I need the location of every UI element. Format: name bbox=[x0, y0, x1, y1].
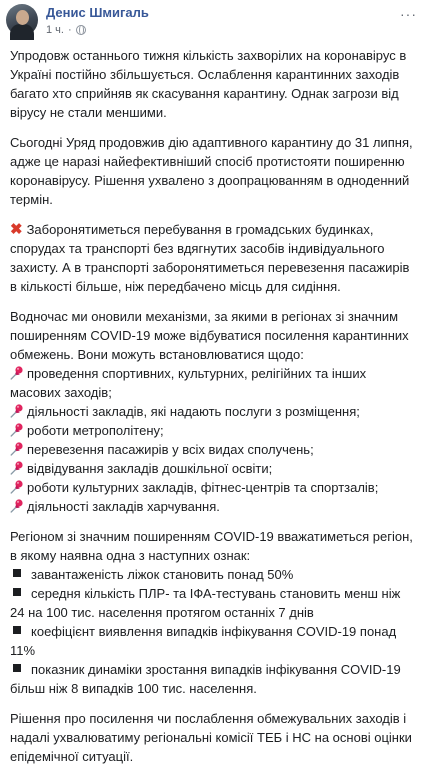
pushpin-icon bbox=[10, 403, 24, 418]
paragraph-5: Регіоном зі значним поширенням COVID-19 вважатиметься регіон, в якому наявна одна з наступних ознак: bbox=[10, 529, 413, 563]
pushpin-icon bbox=[10, 479, 24, 494]
criteria-item-text: показник динаміки зростання випадків інфікування COVID-19 більш ніж 8 випадків 100 тис. населення. bbox=[10, 662, 401, 696]
pushpin-icon bbox=[10, 460, 24, 475]
post-header-text bbox=[46, 4, 149, 37]
post-meta bbox=[46, 23, 149, 37]
black-square-icon bbox=[13, 569, 21, 577]
black-square-icon bbox=[13, 626, 21, 634]
black-square-icon bbox=[13, 588, 21, 596]
criteria-item bbox=[10, 660, 417, 698]
restriction-item bbox=[10, 421, 417, 440]
pushpin-icon bbox=[10, 422, 24, 437]
criteria-item bbox=[10, 622, 417, 660]
paragraph-5-block bbox=[10, 527, 417, 698]
paragraph-4-block bbox=[10, 307, 417, 516]
criteria-item bbox=[10, 584, 417, 622]
post-timestamp[interactable]: 1 ч. bbox=[46, 24, 64, 36]
paragraph-3 bbox=[10, 220, 417, 296]
restriction-item-text: проведення спортивних, культурних, релігійних та інших масових заходів; bbox=[10, 366, 367, 400]
paragraph-4: Водночас ми оновили механізми, за якими в регіонах зі значним поширенням COVID-19 може відбуватися посилення карантинних обмежень. Вони можуть встановлюватися щодо: bbox=[10, 309, 409, 362]
criteria-item-text: завантаженість ліжок становить понад 50% bbox=[31, 567, 294, 582]
criteria-item-text: середня кількість ПЛР- та ІФА-тестувань становить менш ніж 24 на 100 тис. населення протягом останніх 7 днів bbox=[10, 586, 401, 620]
restriction-item bbox=[10, 478, 417, 497]
restriction-item bbox=[10, 402, 417, 421]
restriction-item bbox=[10, 440, 417, 459]
restriction-item-text: роботи культурних закладів, фітнес-центрів та спортзалів; bbox=[27, 480, 379, 495]
meta-separator: · bbox=[67, 24, 72, 36]
paragraph-3-text: Заборонятиметься перебування в громадських будинках, спорудах та транспорті без вдягнутих засобів індивідуального захисту. А в транспорті заборонятиметься перевезення пасажирів в кількості більше, ніж передбачено місць для сидіння. bbox=[10, 222, 410, 294]
globe-icon[interactable] bbox=[76, 25, 86, 35]
post-header bbox=[0, 0, 427, 36]
restriction-item bbox=[10, 364, 417, 402]
post-body bbox=[0, 36, 427, 766]
paragraph-6: Рішення про посилення чи послаблення обмежувальних заходів і надалі ухвалюватиму регіональні комісії ТЕБ і НС на основі оцінки епідемічної ситуації. bbox=[10, 711, 412, 764]
author-avatar[interactable] bbox=[6, 4, 38, 36]
criteria-item bbox=[10, 565, 417, 584]
restriction-item-text: діяльності закладів харчування. bbox=[27, 499, 220, 514]
author-name-link[interactable]: Денис Шмигаль bbox=[46, 5, 149, 20]
restriction-item-text: перевезення пасажирів у всіх видах сполучень; bbox=[27, 442, 314, 457]
pushpin-icon bbox=[10, 498, 24, 513]
restriction-list bbox=[10, 364, 417, 516]
restriction-item bbox=[10, 459, 417, 478]
paragraph-2: Сьогодні Уряд продовжив дію адаптивного карантину до 31 липня, адже це наразі найефективніший спосіб протистояти поширенню коронавірусу. Рішення ухвалено з доопрацюванням в одноденний термін. bbox=[10, 135, 413, 207]
restriction-item-text: діяльності закладів, які надають послуги з розміщення; bbox=[27, 404, 360, 419]
cross-mark-icon: ✖ bbox=[10, 221, 23, 238]
paragraph-1: Упродовж останнього тижня кількість захворілих на коронавірус в Україні постійно збільшується. Ослаблення карантинних заходів багато хто сприйняв як скасування карантину. Однак загрози від вірусу не стали меншими. bbox=[10, 48, 407, 120]
pushpin-icon bbox=[10, 365, 24, 380]
restriction-item-text: відвідування закладів дошкільної освіти; bbox=[27, 461, 273, 476]
more-icon[interactable]: ··· bbox=[400, 6, 417, 22]
criteria-item-text: коефіцієнт виявлення випадків інфікування COVID-19 понад 11% bbox=[10, 624, 397, 658]
restriction-item-text: роботи метрополітену; bbox=[27, 423, 164, 438]
criteria-list bbox=[10, 565, 417, 698]
pushpin-icon bbox=[10, 441, 24, 456]
restriction-item bbox=[10, 497, 417, 516]
black-square-icon bbox=[13, 664, 21, 672]
